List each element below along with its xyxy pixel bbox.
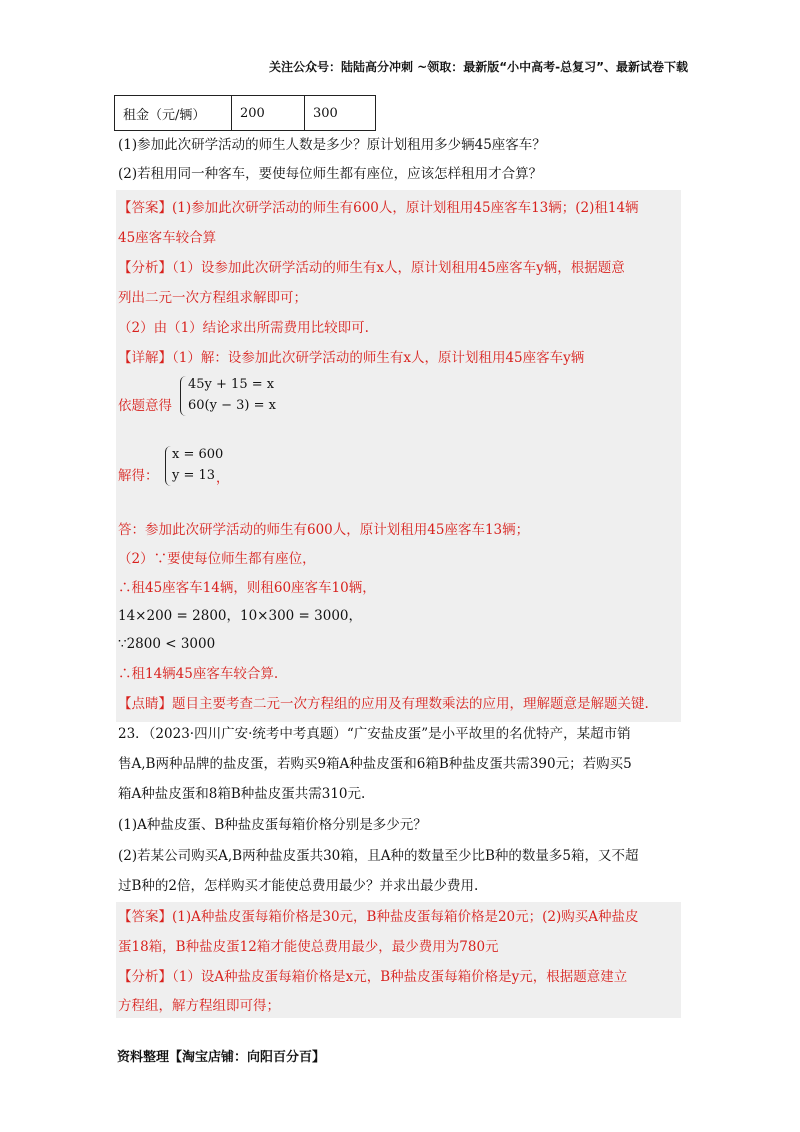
q22-analysis-line-1: 【分析】（1）设参加此次研学活动的师生有x人，原计划租用45座客车y辆，根据题意 — [118, 260, 625, 276]
by-meaning-label: 依题意得 — [118, 398, 172, 414]
q23-question-2-line-1: (2)若某公司购买A,B两种盐皮蛋共30箱，且A种的数量至少比B种的数量多5箱，又不超 — [118, 848, 639, 864]
q23-question-1: (1)A种盐皮蛋、B种盐皮蛋每箱价格分别是多少元？ — [118, 817, 427, 833]
equation-1: 45y + 15 = x — [188, 377, 275, 392]
q23-stem-line-3: 箱A种盐皮蛋和8箱B种盐皮蛋共需310元. — [118, 786, 366, 802]
q22-detail-line-1: 【详解】（1）解：设参加此次研学活动的师生有x人，原计划租用45座客车y辆 — [118, 350, 585, 366]
solution-x: x = 600 — [172, 447, 224, 462]
q22-conclusion: ∴租14辆45座客车较合算. — [118, 666, 279, 682]
table-cell-value: 300 — [305, 96, 376, 131]
solution-brace — [165, 446, 171, 486]
table-cell-label: 租金（元/辆） — [115, 96, 232, 131]
q22-reply: 答：参加此次研学活动的师生有600人，原计划租用45座客车13辆； — [118, 522, 530, 538]
q23-stem-line-1: 23．（2023·四川广安·统考中考真题）“广安盐皮蛋”是小平故里的名优特产，某超市销 — [118, 726, 631, 742]
q23-answer-line-1: 【答案】(1)A种盐皮蛋每箱价格是30元，B种盐皮蛋每箱价格是20元；(2)购买A种盐皮 — [118, 909, 639, 925]
rent-table — [114, 95, 376, 131]
equation-brace — [180, 376, 186, 416]
q22-analysis-line-3: （2）由（1）结论求出所需费用比较即可. — [118, 320, 369, 336]
q22-question-2: (2)若租用同一种客车，要使每位师生都有座位，应该怎样租用才合算？ — [118, 166, 543, 182]
q22-calc: 14×200 = 2800，10×300 = 3000， — [118, 608, 363, 624]
page-header: 关注公众号：陆陆高分冲刺 ~领取：最新版“小中高考-总复习”、最新试卷下载 — [269, 60, 688, 74]
q23-analysis-line-1: 【分析】（1）设A种盐皮蛋每箱价格是x元，B种盐皮蛋每箱价格是y元，根据题意建立 — [118, 969, 628, 985]
page-footer: 资料整理【淘宝店铺：向阳百分百】 — [117, 1050, 326, 1065]
q23-question-2-line-2: 过B种的2倍，怎样购买才能使总费用最少？并求出最少费用. — [118, 878, 479, 894]
solution-y: y = 13 — [172, 468, 216, 483]
q22-answer-line-2: 45座客车较合算 — [118, 230, 217, 246]
q23-answer-line-2: 蛋18箱，B种盐皮蛋12箱才能使总费用最少，最少费用为780元 — [118, 939, 499, 955]
q22-compare: ∵2800 < 3000 — [118, 636, 216, 652]
solution-comma: ， — [216, 471, 230, 486]
q22-answer-line-1: 【答案】(1)参加此次研学活动的师生有600人，原计划租用45座客车13辆；(2)租14辆 — [118, 200, 639, 216]
q23-analysis-line-2: 方程组，解方程组即可得； — [118, 998, 280, 1014]
solve-label: 解得： — [118, 468, 159, 484]
q22-question-1: (1)参加此次研学活动的师生人数是多少？原计划租用多少辆45座客车？ — [118, 137, 546, 153]
q22-part2-line-1: （2）∵要使每位师生都有座位， — [118, 551, 316, 567]
q22-part2-line-2: ∴租45座客车14辆，则租60座客车10辆， — [118, 580, 376, 596]
q23-stem-line-2: 售A,B两种品牌的盐皮蛋，若购买9箱A种盐皮蛋和6箱B种盐皮蛋共需390元；若购买5 — [118, 756, 632, 772]
q22-comment: 【点睛】题目主要考查二元一次方程组的应用及有理数乘法的应用，理解题意是解题关键. — [118, 696, 649, 712]
equation-2: 60(y − 3) = x — [188, 398, 276, 413]
q22-analysis-line-2: 列出二元一次方程组求解即可； — [118, 290, 307, 306]
table-row — [115, 96, 376, 131]
table-cell-value: 200 — [232, 96, 305, 131]
